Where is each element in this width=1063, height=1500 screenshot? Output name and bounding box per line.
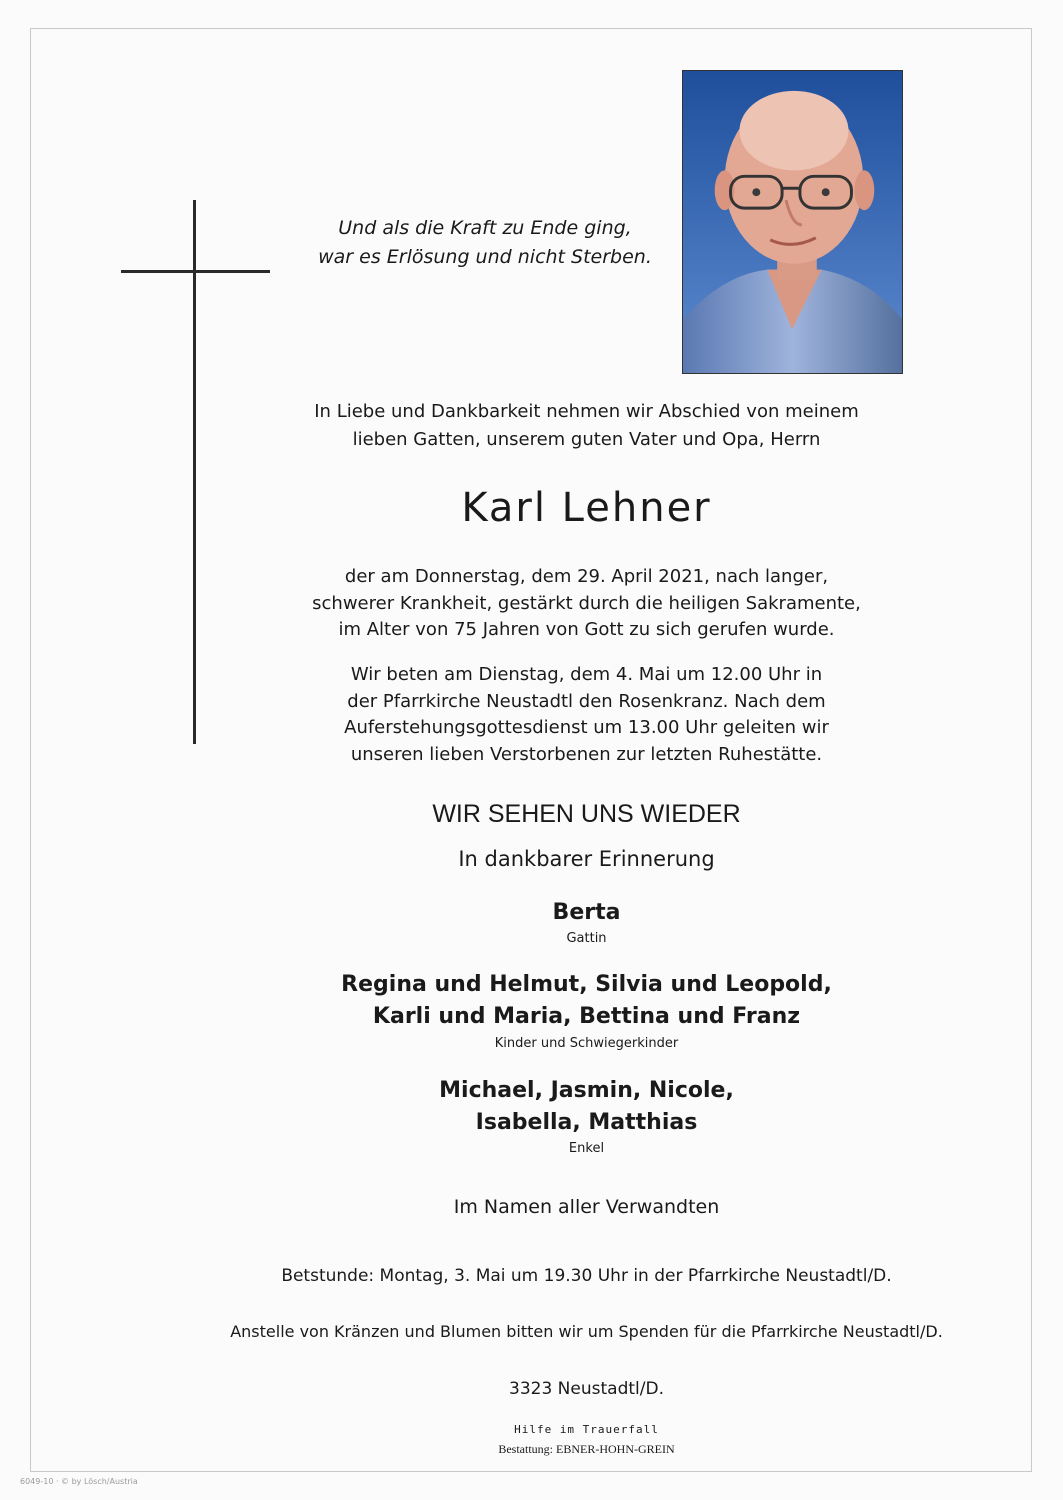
- death-notice-line-3: im Alter von 75 Jahren von Gott zu sich gerufen wurde.: [338, 619, 835, 640]
- spouse-role: Gattin: [566, 931, 607, 946]
- service-line-3: Auferstehungsgottesdienst um 13.00 Uhr geleiten wir: [344, 717, 829, 738]
- cross-horizontal-bar: [121, 270, 270, 273]
- grandchildren-names: [200, 1075, 973, 1139]
- relatives-note: Im Namen aller Verwandten: [453, 1196, 720, 1218]
- intro-line-1: In Liebe und Dankbarkeit nehmen wir Abschied von meinem: [314, 401, 859, 422]
- print-code: 6049-10 · © by Lösch/Austria: [20, 1477, 138, 1486]
- town-address: 3323 Neustadtl/D.: [509, 1379, 664, 1399]
- grandchildren-role: Enkel: [568, 1141, 605, 1156]
- service-line-4: unseren lieben Verstorbenen zur letzten Ruhestätte.: [350, 743, 823, 765]
- death-notice: [200, 564, 973, 644]
- children-names: [200, 969, 973, 1033]
- memorial-quote: [280, 214, 690, 272]
- children-line-1: Regina und Helmut, Silvia und Leopold,: [341, 972, 832, 997]
- service-line-2: der Pfarrkirche Neustadtl den Rosenkranz. Nach dem: [347, 690, 826, 712]
- spouse-name: Berta: [552, 900, 621, 925]
- cross-vertical-bar: [193, 200, 196, 744]
- farewell-intro: [200, 398, 973, 454]
- service-details: [200, 662, 973, 768]
- remembrance-heading: In dankbarer Erinnerung: [458, 847, 715, 871]
- grandchildren-line-2: Isabella, Matthias: [475, 1110, 698, 1135]
- portrait-photo: [682, 70, 903, 374]
- deceased-name: Karl Lehner: [461, 485, 712, 531]
- death-notice-line-1: der am Donnerstag, dem 29. April 2021, nach langer,: [344, 566, 829, 587]
- funeral-help-label: Hilfe im Trauerfall: [514, 1423, 659, 1436]
- donation-notice: Anstelle von Kränzen und Blumen bitten wir um Spenden für die Pfarrkirche Neustadtl/D.: [230, 1322, 943, 1341]
- service-line-1: Wir beten am Dienstag, dem 4. Mai um 12.00 Uhr in: [350, 664, 823, 685]
- children-line-2: Karli und Maria, Bettina und Franz: [372, 1004, 801, 1029]
- intro-line-2: lieben Gatten, unserem guten Vater und Opa, Herrn: [352, 429, 821, 450]
- death-notice-line-2: schwerer Krankheit, gestärkt durch die heiligen Sakramente,: [312, 592, 861, 614]
- quote-line-2: war es Erlösung und nicht Sterben.: [318, 246, 652, 268]
- wake-notice: Betstunde: Montag, 3. Mai um 19.30 Uhr in der Pfarrkirche Neustadtl/D.: [281, 1266, 892, 1286]
- motto: WIR SEHEN UNS WIEDER: [432, 800, 741, 828]
- quote-line-1: Und als die Kraft zu Ende ging,: [338, 217, 632, 239]
- funeral-home-name: Bestattung: EBNER-HOHN-GREIN: [498, 1442, 675, 1456]
- children-role: Kinder und Schwiegerkinder: [494, 1036, 679, 1051]
- grandchildren-line-1: Michael, Jasmin, Nicole,: [439, 1078, 734, 1103]
